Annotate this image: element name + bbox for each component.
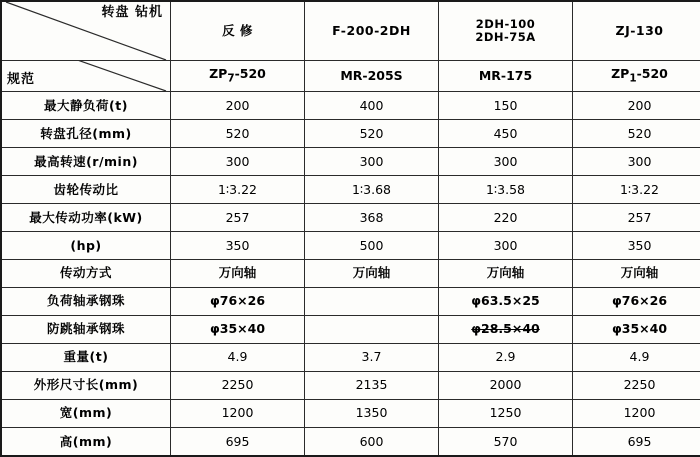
cell-value: 220 — [439, 203, 573, 231]
cell-value: 1350 — [305, 399, 439, 427]
cell-value — [305, 315, 439, 343]
row-label: 负荷轴承钢珠 — [1, 287, 171, 315]
row-label: 最大传动功率(kW) — [1, 203, 171, 231]
cell-value: φ35×40 — [171, 315, 305, 343]
table-row — [1, 119, 700, 147]
cell-value: 695 — [573, 427, 700, 456]
table-row — [1, 147, 700, 175]
cell-value — [305, 287, 439, 315]
row-label: 齿轮传动比 — [1, 175, 171, 203]
cell-value: 1250 — [439, 399, 573, 427]
cell-value: 万向轴 — [305, 259, 439, 287]
model-cell-1: $ZP_7-520$ — [171, 61, 305, 92]
cell-value: 300 — [171, 147, 305, 175]
cell-value: 450 — [439, 119, 573, 147]
cell-value: 520 — [171, 119, 305, 147]
cell-value: φ35×40 — [573, 315, 700, 343]
cell-value: 2250 — [171, 371, 305, 399]
row-label: 防跳轴承钢珠 — [1, 315, 171, 343]
cell-value: 1∶3.58 — [439, 175, 573, 203]
row-label: 外形尺寸长(mm) — [1, 371, 171, 399]
cell-value: 257 — [573, 203, 700, 231]
corner-header-cell — [1, 1, 171, 61]
cell-value: φ76×26 — [573, 287, 700, 315]
table-row — [1, 259, 700, 287]
cell-value: 600 — [305, 427, 439, 456]
cell-value: 3.7 — [305, 343, 439, 371]
cell-value: 520 — [573, 119, 700, 147]
cell-value: 300 — [573, 147, 700, 175]
cell-value: 2250 — [573, 371, 700, 399]
row-label: 重量(t) — [1, 343, 171, 371]
column-header-3 — [439, 1, 573, 61]
cell-value: φ76×26 — [171, 287, 305, 315]
row-label: 最大静负荷(t) — [1, 92, 171, 120]
row-label: 最高转速(r/min) — [1, 147, 171, 175]
cell-value: 150 — [439, 92, 573, 120]
model-cell-4: $ZP_1-520$ — [573, 61, 700, 92]
cell-value: 500 — [305, 231, 439, 259]
cell-value: 2000 — [439, 371, 573, 399]
cell-value: 695 — [171, 427, 305, 456]
column-header-4: ZJ-130 — [573, 1, 700, 61]
cell-value: 1200 — [573, 399, 700, 427]
table-row — [1, 203, 700, 231]
cell-value: 4.9 — [171, 343, 305, 371]
header-row-models — [1, 61, 700, 92]
cell-value: φ28.5×40 — [439, 315, 573, 343]
column-header-2: F-200-2DH — [305, 1, 439, 61]
row-label: (hp) — [1, 231, 171, 259]
cell-value: 400 — [305, 92, 439, 120]
model-cell-2: MR-205S — [305, 61, 439, 92]
table-row — [1, 175, 700, 203]
cell-value: 1∶3.68 — [305, 175, 439, 203]
cell-value: 200 — [573, 92, 700, 120]
table-row — [1, 92, 700, 120]
cell-value: 万向轴 — [573, 259, 700, 287]
cell-value: 1∶3.22 — [171, 175, 305, 203]
column-header-1: 反 修 — [171, 1, 305, 61]
table-row — [1, 287, 700, 315]
row-label: 传动方式 — [1, 259, 171, 287]
table-row — [1, 315, 700, 343]
cell-value: 570 — [439, 427, 573, 456]
cell-value: 万向轴 — [439, 259, 573, 287]
cell-value: φ63.5×25 — [439, 287, 573, 315]
table-row — [1, 399, 700, 427]
cell-value: 300 — [305, 147, 439, 175]
cell-value: 300 — [439, 231, 573, 259]
table-row — [1, 427, 700, 456]
corner-header-cell-spec — [1, 61, 171, 92]
cell-value: 520 — [305, 119, 439, 147]
cell-value: 2135 — [305, 371, 439, 399]
cell-value: 200 — [171, 92, 305, 120]
row-label: 宽(mm) — [1, 399, 171, 427]
corner-label-specification: 规范 — [7, 71, 36, 87]
cell-value: 1200 — [171, 399, 305, 427]
cell-value: 257 — [171, 203, 305, 231]
cell-value: 368 — [305, 203, 439, 231]
column-header-3-line1: 2DH-100 — [475, 16, 536, 31]
cell-value: 万向轴 — [171, 259, 305, 287]
cell-value: 300 — [439, 147, 573, 175]
cell-value: 350 — [171, 231, 305, 259]
model-cell-3: MR-175 — [439, 61, 573, 92]
corner-label-drilling-rig: 转盘 钻机 — [101, 5, 163, 20]
cell-value: 1∶3.22 — [573, 175, 700, 203]
cell-value: 350 — [573, 231, 700, 259]
header-row-machine-names — [1, 1, 700, 61]
row-label: 高(mm) — [1, 427, 171, 456]
row-label: 转盘孔径(mm) — [1, 119, 171, 147]
column-header-3-line2: 2DH-75A — [475, 30, 536, 44]
table-row — [1, 371, 700, 399]
cell-value: 4.9 — [573, 343, 700, 371]
cell-value: 2.9 — [439, 343, 573, 371]
table-row — [1, 343, 700, 371]
table-row — [1, 231, 700, 259]
